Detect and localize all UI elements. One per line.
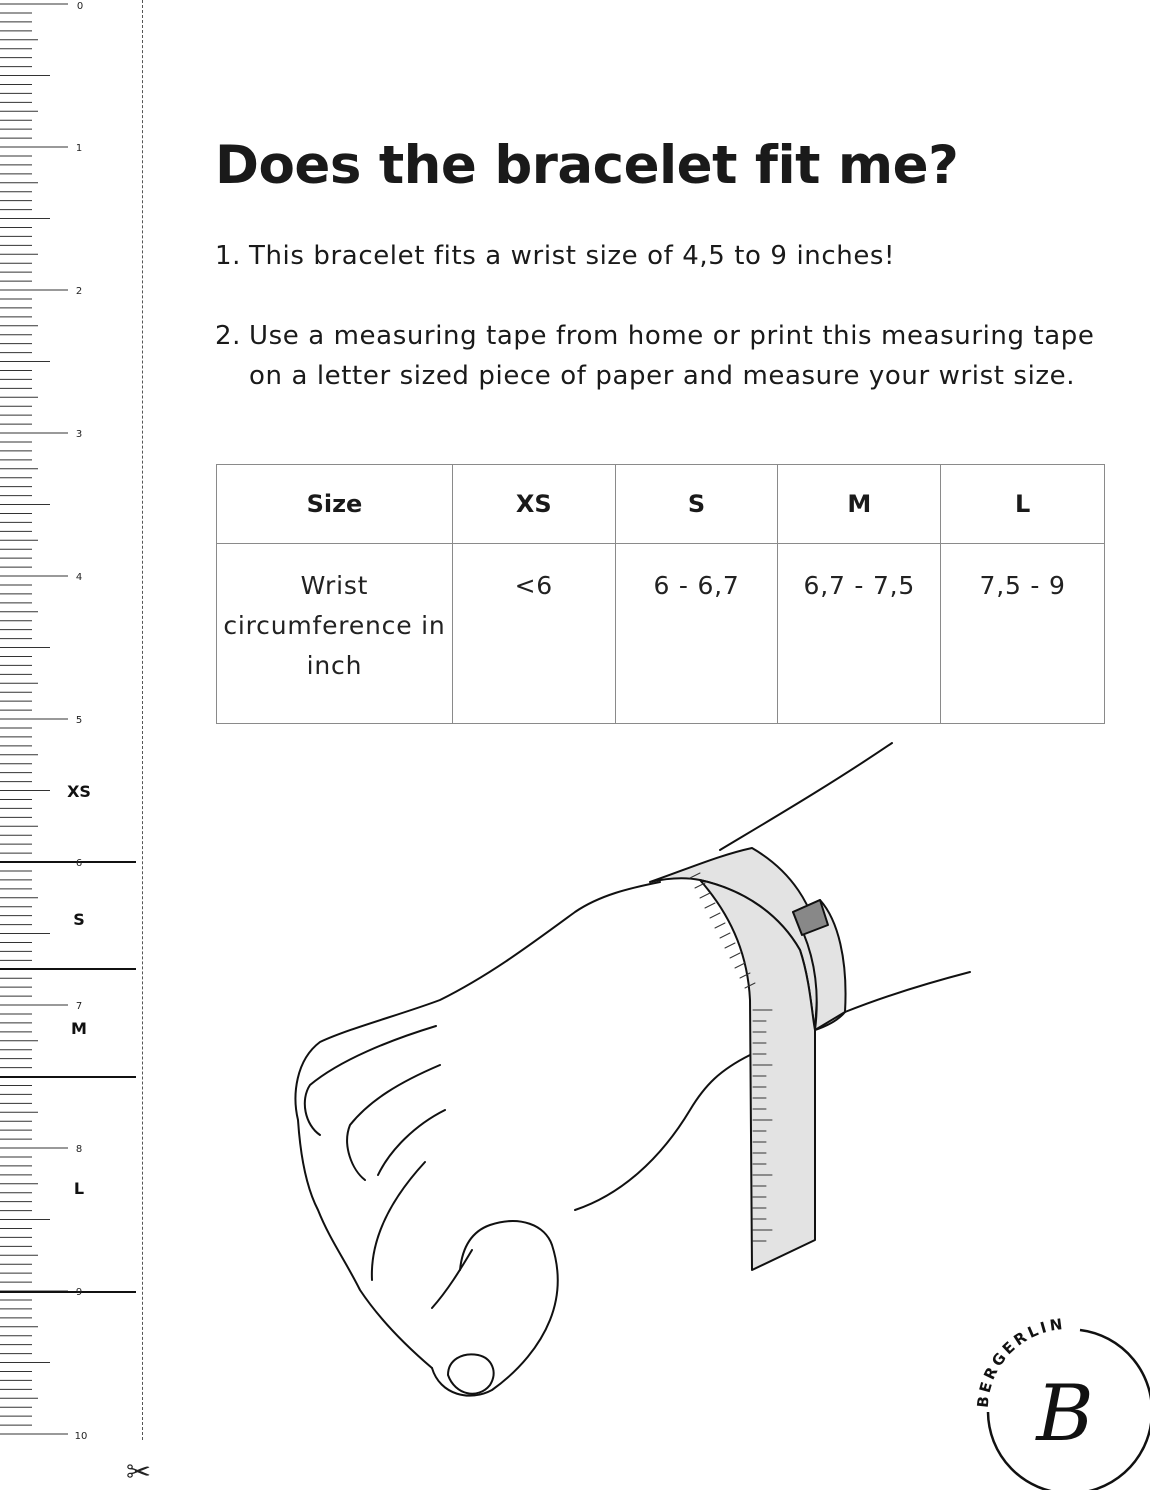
cut-line — [142, 0, 143, 1440]
wrist-measuring-illustration — [280, 730, 1000, 1410]
instruction-text: Use a measuring tape from home or print this measuring tape on a letter sized piece of paper and measure your wrist size. — [249, 321, 1095, 391]
tape-tick — [730, 953, 740, 958]
ruler-number: 4 — [75, 572, 83, 583]
thumb-crease — [432, 1250, 472, 1308]
ruler-number: 0 — [76, 1, 84, 12]
ruler-ticks — [0, 4, 68, 1434]
finger-line — [372, 1162, 425, 1280]
thumb-nail — [448, 1354, 494, 1393]
ruler-number: 2 — [75, 286, 83, 297]
thumb-outline — [432, 1221, 558, 1396]
instruction-item — [215, 316, 1105, 396]
ruler-number: 8 — [75, 1144, 83, 1155]
size-table-header-row — [217, 465, 1105, 544]
scissors-icon: ✂ — [126, 1455, 152, 1490]
tape-tick — [725, 943, 735, 948]
ruler-size-boundaries — [0, 862, 136, 1292]
size-value-s: 6 - 6,7 — [615, 544, 778, 724]
ruler-number: 10 — [74, 1431, 88, 1442]
tape-tick — [700, 893, 710, 898]
ruler-number: 5 — [75, 715, 83, 726]
tape-tick — [705, 903, 715, 908]
forearm-bottom-line — [845, 972, 970, 1012]
instruction-text: This bracelet fits a wrist size of 4,5 to 9 inches! — [249, 241, 896, 271]
size-table — [216, 464, 1105, 724]
size-value-xs: <6 — [452, 544, 615, 724]
ruler-size-m: M — [71, 1019, 87, 1038]
size-value-m: 6,7 - 7,5 — [778, 544, 941, 724]
size-header-m: M — [778, 465, 941, 544]
ruler-size-xs: XS — [67, 782, 91, 801]
finger-line — [378, 1110, 445, 1175]
forearm-top-line — [720, 743, 892, 850]
tape-tick — [715, 923, 725, 928]
instruction-number: 1. — [215, 241, 242, 271]
bergerlin-logo — [970, 1310, 1150, 1490]
tape-tick — [735, 963, 745, 968]
ruler-number: 3 — [75, 429, 83, 440]
ruler-number: 1 — [75, 143, 83, 154]
row-label: Wrist circumference in inch — [217, 544, 453, 724]
size-header-xs: XS — [452, 465, 615, 544]
ruler-size-l: L — [73, 1179, 85, 1198]
finger-line — [305, 1026, 436, 1135]
finger-line — [347, 1065, 440, 1180]
tape-tick — [720, 933, 730, 938]
measuring-tape-ruler — [0, 0, 160, 1500]
instruction-number: 2. — [215, 321, 242, 351]
page-title: Does the bracelet fit me? — [215, 135, 959, 196]
size-table-row — [217, 544, 1105, 724]
logo-brand-name: BERGERLIN — [973, 1314, 1067, 1409]
size-header-l: L — [941, 465, 1105, 544]
ruler-number: 7 — [75, 1001, 83, 1012]
instruction-item — [215, 236, 1105, 276]
size-header-s: S — [615, 465, 778, 544]
ruler-number: 9 — [75, 1287, 83, 1298]
palm-line — [575, 1055, 750, 1210]
tape-tick — [710, 913, 720, 918]
logo-monogram: B — [1036, 1369, 1094, 1459]
instructions-list — [215, 236, 1105, 436]
ruler-size-s: S — [73, 910, 85, 929]
size-header: Size — [217, 465, 453, 544]
size-value-l: 7,5 - 9 — [941, 544, 1105, 724]
ruler-number: 6 — [75, 858, 83, 869]
